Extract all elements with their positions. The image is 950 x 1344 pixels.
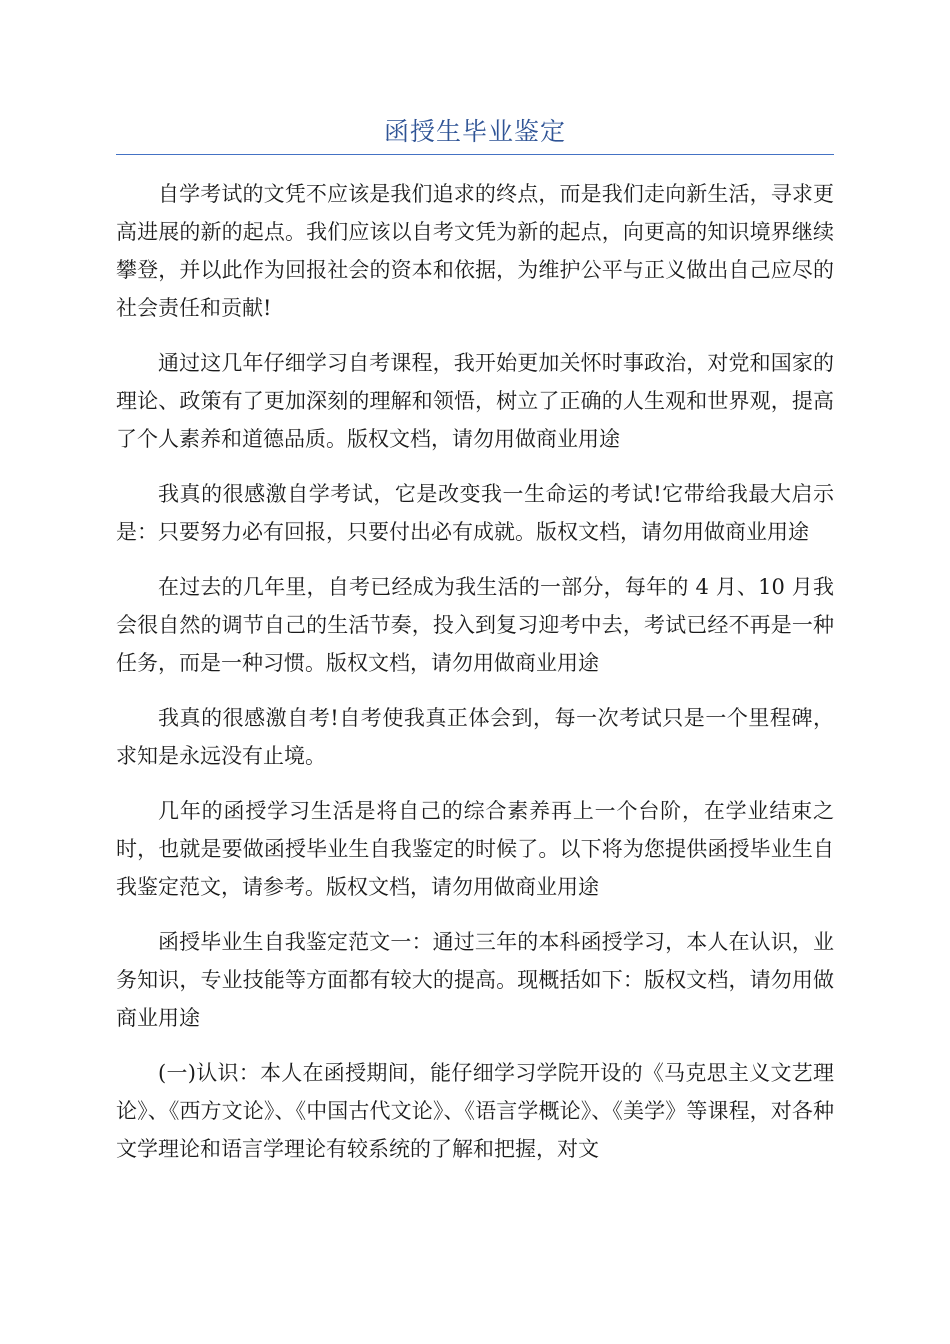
title-underline	[116, 154, 834, 155]
paragraph-5: 我真的很感激自考!自考使我真正体会到，每一次考试只是一个里程碑，求知是永远没有止境。	[116, 706, 834, 768]
paragraph-1: 自学考试的文凭不应该是我们追求的终点，而是我们走向新生活，寻求更高进展的新的起点。我们应该以自考文凭为新的起点，向更高的知识境界继续攀登，并以此作为回报社会的资本和依据，为维护公平与正义做出自己应尽的社会责任和贡献!	[116, 182, 834, 320]
document-title: 函授生毕业鉴定	[383, 117, 566, 146]
paragraph-4: 在过去的几年里，自考已经成为我生活的一部分，每年的 4 月、10 月我会很自然的调节自己的生活节奏，投入到复习迎考中去，考试已经不再是一种任务，而是一种习惯。版权文档，请勿用做商业用途	[116, 575, 834, 675]
paragraph-3: 我真的很感激自学考试，它是改变我一生命运的考试!它带给我最大启示是：只要努力必有回报，只要付出必有成就。版权文档，请勿用做商业用途	[116, 482, 834, 544]
document-body	[116, 175, 834, 1185]
paragraph-6: 几年的函授学习生活是将自己的综合素养再上一个台阶，在学业结束之时，也就是要做函授毕业生自我鉴定的时候了。以下将为您提供函授毕业生自我鉴定范文，请参考。版权文档，请勿用做商业用途	[116, 799, 834, 899]
paragraph-8: (一)认识：本人在函授期间，能仔细学习学院开设的《马克思主义文艺理论》、《西方文论》、《中国古代文论》、《语言学概论》、《美学》等课程，对各种文学理论和语言学理论有较系统的了解和把握，对文	[116, 1061, 834, 1161]
paragraph-7: 函授毕业生自我鉴定范文一：通过三年的本科函授学习，本人在认识，业务知识，专业技能等方面都有较大的提高。现概括如下：版权文档，请勿用做商业用途	[116, 930, 834, 1030]
paragraph-2: 通过这几年仔细学习自考课程，我开始更加关怀时事政治，对党和国家的理论、政策有了更加深刻的理解和领悟，树立了正确的人生观和世界观，提高了个人素养和道德品质。版权文档，请勿用做商业用途	[116, 351, 834, 451]
